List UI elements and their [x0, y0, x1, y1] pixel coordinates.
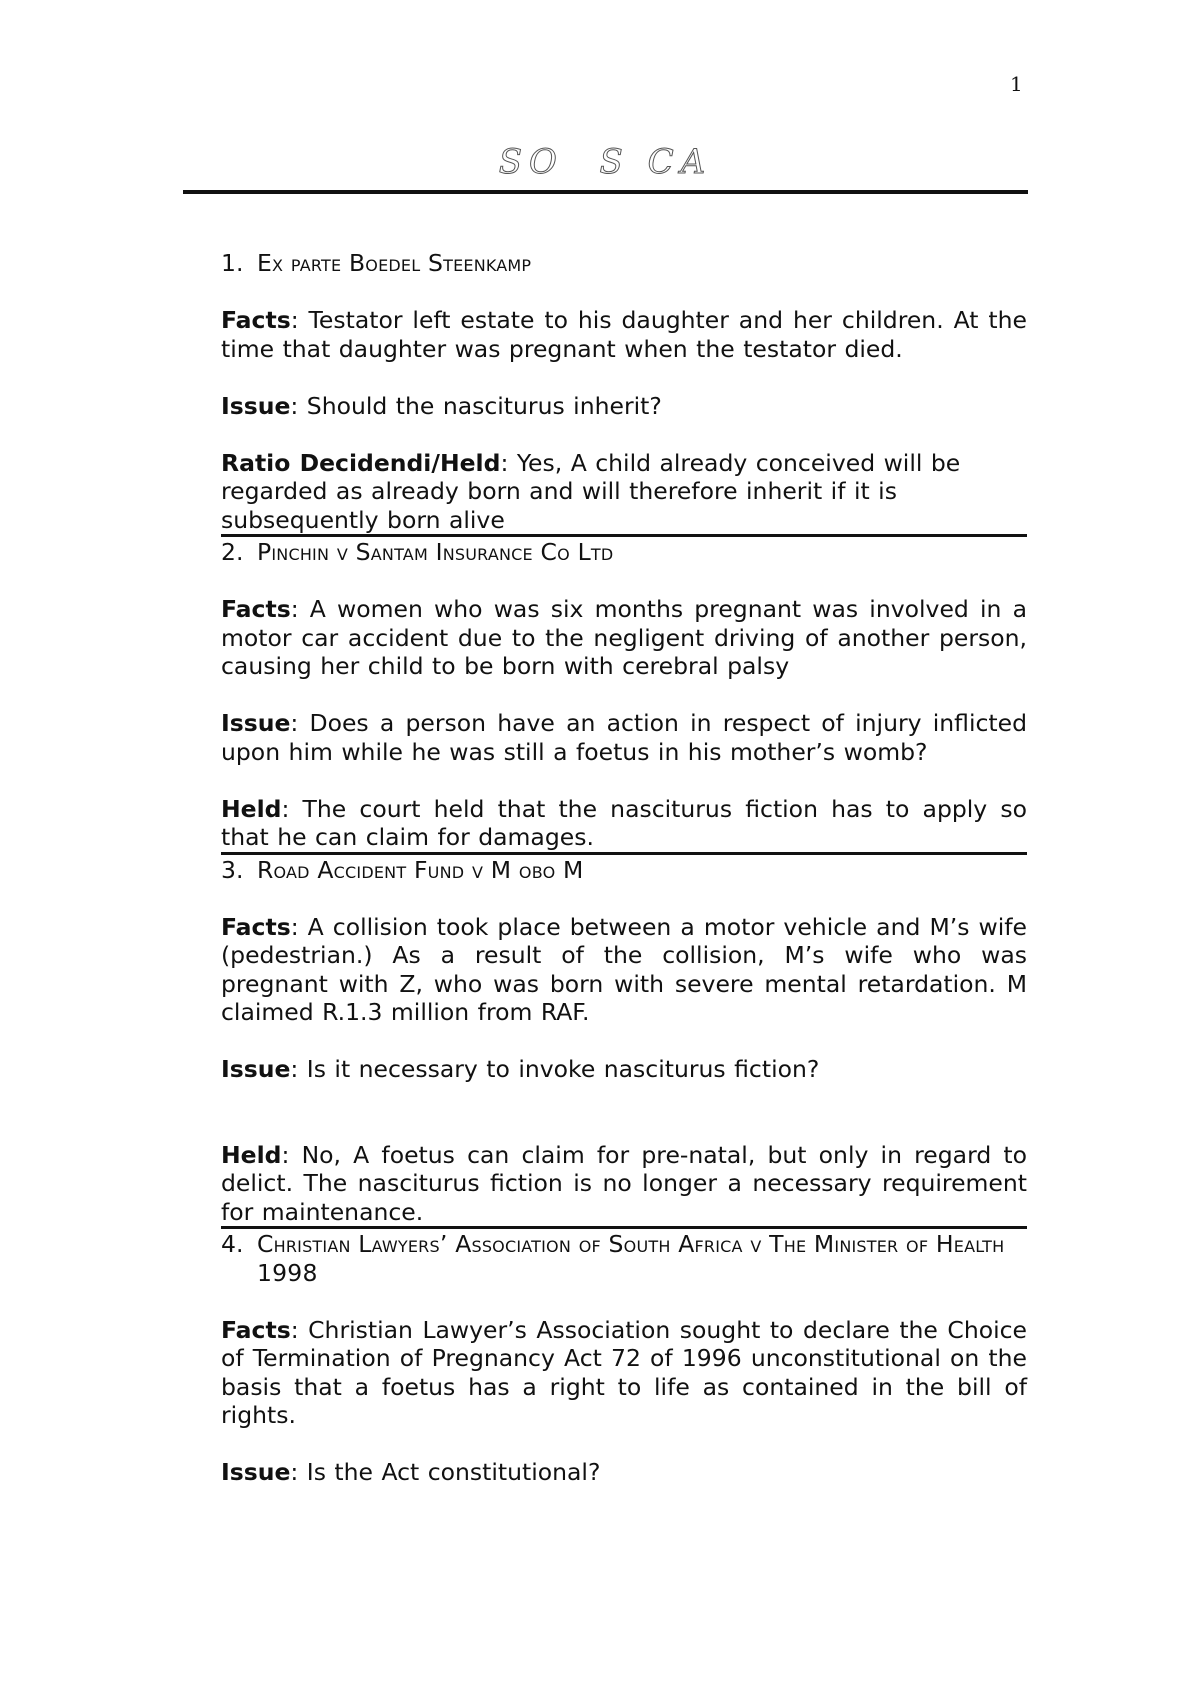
case-held [221, 795, 1027, 852]
case-facts [221, 595, 1027, 681]
case-number: 3. [221, 855, 244, 884]
held-label: Held [221, 794, 282, 823]
case-2 [221, 538, 1027, 852]
case-number: 2. [221, 538, 244, 566]
held-label: Ratio Decidendi/Held [221, 448, 501, 477]
case-number: 1. [221, 249, 244, 277]
blank-line [221, 1084, 1027, 1113]
page-number: 1 [1010, 72, 1023, 96]
case-held [221, 1141, 1027, 1227]
case-heading [221, 856, 1027, 885]
case-facts [221, 1316, 1027, 1430]
case-heading [221, 249, 1027, 278]
facts-text: : A women who was six months pregnant was involved in a motor car accident due to the negligent driving of another person, causing her child to be born with cerebral palsy [221, 595, 1027, 680]
case-title: Christian Lawyers’ Association of South Africa v The Minister of Health 1998 [257, 1230, 1005, 1287]
facts-label: Facts [221, 912, 291, 941]
facts-label: Facts [221, 1315, 291, 1344]
issue-text: : Is the Act constitutional? [290, 1458, 601, 1486]
case-title: Pinchin v Santam Insurance Co Ltd [257, 538, 614, 566]
header-title: SO S CA [498, 142, 713, 182]
case-facts [221, 306, 1027, 363]
held-text: : No, A foetus can claim for pre-natal, but only in regard to delict. The nasciturus fiction is no longer a necessary requirement for maintenance. [221, 1140, 1027, 1226]
case-facts [221, 913, 1027, 1027]
document-body [221, 249, 1027, 1487]
case-held [221, 449, 1027, 535]
case-heading [221, 1230, 1027, 1287]
case-divider [221, 534, 1027, 537]
issue-label: Issue [221, 709, 291, 737]
issue-text: : Does a person have an action in respect of injury inflicted upon him while he was still a foetus in his mother’s womb? [221, 709, 1027, 766]
case-1 [221, 249, 1027, 534]
issue-text: : Should the nasciturus inherit? [290, 391, 662, 420]
case-number: 4. [221, 1230, 244, 1258]
facts-label: Facts [221, 306, 291, 334]
held-text: : Yes, A child already conceived will be regarded as already born and will therefore inherit if it is subsequently born alive [221, 448, 961, 534]
case-issue [221, 1055, 1027, 1084]
case-4 [221, 1230, 1027, 1487]
held-text: : The court held that the nasciturus fiction has to apply so that he can claim for damages. [221, 794, 1027, 851]
facts-label: Facts [221, 595, 291, 623]
held-label: Held [221, 1140, 282, 1169]
case-issue [221, 709, 1027, 766]
issue-label: Issue [221, 1458, 291, 1486]
case-3 [221, 856, 1027, 1227]
case-divider [221, 852, 1027, 855]
case-issue [221, 1458, 1027, 1487]
facts-text: : Testator left estate to his daughter and her children. At the time that daughter was pregnant when the testator died. [221, 306, 1027, 363]
header-rule [183, 190, 1028, 194]
facts-text: : Christian Lawyer’s Association sought to declare the Choice of Termination of Pregnancy Act 72 of 1996 unconstitutional on the basis that a foetus has a right to life as contained in the bill of rights. [221, 1315, 1027, 1429]
issue-label: Issue [221, 1055, 291, 1083]
case-issue [221, 392, 1027, 421]
facts-text: : A collision took place between a motor vehicle and M’s wife (pedestrian.) As a result of the collision, M’s wife who was pregnant with Z, who was born with severe mental retardation. M claimed R.1.3 million from RAF. [221, 912, 1027, 1026]
case-divider [221, 1226, 1027, 1229]
issue-text: : Is it necessary to invoke nasciturus fiction? [290, 1055, 820, 1083]
issue-label: Issue [221, 391, 291, 420]
case-title: Road Accident Fund v M obo M [257, 855, 584, 884]
case-heading [221, 538, 1027, 567]
case-title: Ex parte Boedel Steenkamp [257, 249, 532, 277]
